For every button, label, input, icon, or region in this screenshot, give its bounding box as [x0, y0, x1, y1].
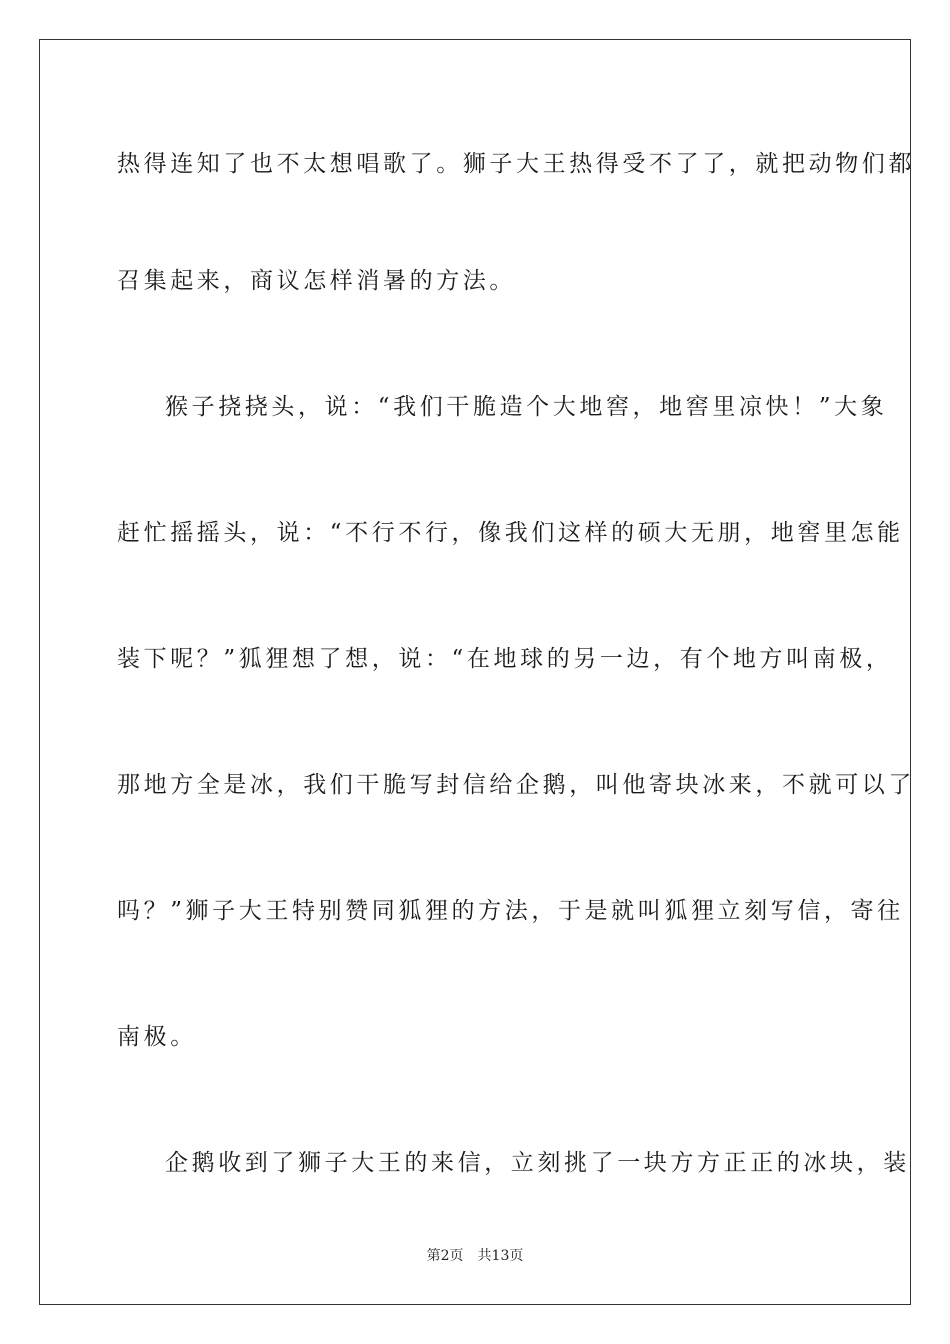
text-line: 赶忙摇摇头，说：“不行不行，像我们这样的硕大无朋，地窖里怎能 — [117, 520, 904, 546]
page-total: 共13页 — [477, 1248, 524, 1264]
text-line: 猴子挠挠头，说：“我们干脆造个大地窖，地窖里凉快！”大象 — [165, 394, 888, 420]
text-line: 热得连知了也不太想唱歌了。狮子大王热得受不了了，就把动物们都 — [117, 151, 915, 177]
text-line: 企鹅收到了狮子大王的来信，立刻挑了一块方方正正的冰块，装 — [165, 1150, 910, 1176]
text-line: 装下呢？”狐狸想了想，说：“在地球的另一边，有个地方叫南极， — [117, 646, 893, 672]
page-footer — [0, 1245, 950, 1265]
text-line: 吗？”狮子大王特别赞同狐狸的方法，于是就叫狐狸立刻写信，寄往 — [117, 898, 904, 924]
page-number: 第2页 — [426, 1248, 464, 1264]
text-line: 那地方全是冰，我们干脆写封信给企鹅，叫他寄块冰来，不就可以了 — [117, 772, 915, 798]
text-line: 召集起来，商议怎样消暑的方法。 — [117, 268, 516, 294]
text-line: 南极。 — [117, 1024, 197, 1050]
